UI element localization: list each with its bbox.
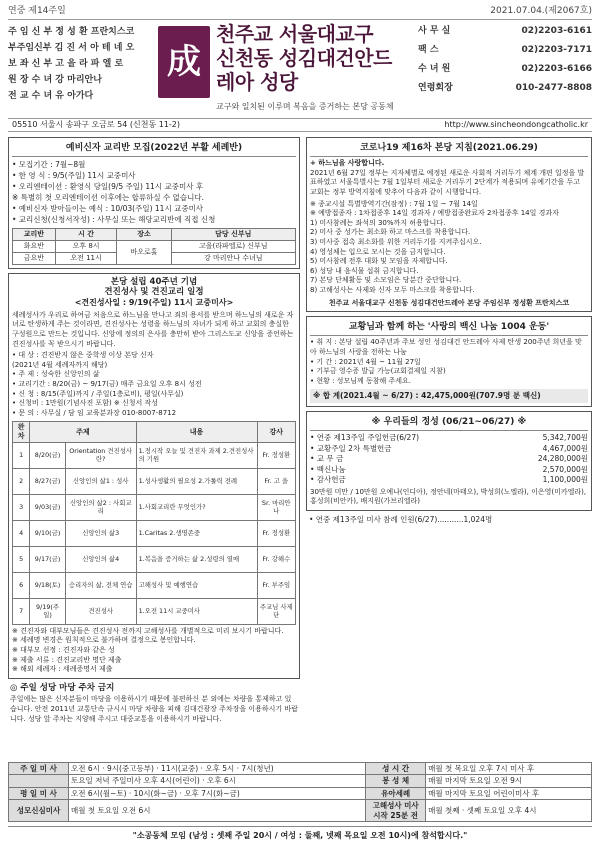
anniv-sub: 견진성사 및 견진교리 일정 [104, 287, 204, 298]
offering-list [310, 433, 588, 486]
share-item: • 기부금 영수증 발급 가능(교회결제일 지참) [310, 367, 446, 376]
table-row: 4 9/10(금) 신앙인의 삶3 1.Caritas 2.생명존중 Fr. 정성환 [13, 520, 296, 546]
anniv-item: • 신청비 : 1만원(기념사진 포함) ※ 신청서 작성 [12, 399, 159, 408]
table-header: 시 간 [55, 229, 117, 241]
catechumen-items [12, 159, 296, 225]
staff-line: 보 좌 신 부 고 을 라 파 엘 로 [8, 59, 124, 69]
confirmation-section [8, 273, 300, 679]
parish-logo-icon: 成 [158, 26, 210, 98]
issue-date: 2021.07.04.(제2067호) [490, 6, 592, 16]
covid-item: ※ 종교시설 특별방역기간(잠정) : 7월 1일 ~ 7월 14일 [310, 199, 478, 208]
header [8, 22, 592, 118]
table-row: 7 9/19(주일) 견진성사 1.오전 11시 교중미사 주교님 사제단 [13, 598, 296, 624]
covid-item: 4) 영성체는 입으로 모시는 것을 금지합니다. [310, 247, 446, 256]
offering-row: • 감사헌금 1,100,000원 [310, 475, 588, 484]
address-bar [8, 118, 592, 132]
staff-line: 부주임신부 김 진 서 아 테 네 오 [8, 43, 135, 53]
offering-row: • 연중 제13주일 주일헌금(6/27) 5,342,700원 [310, 433, 588, 442]
note-line: ※ 견진자와 대부모님들은 견진성사 전까지 고해성사를 개별적으로 미리 보시기 바랍니다. [12, 626, 284, 635]
anniv-item: (2021년 4월 세례자까지 해당) [12, 360, 108, 369]
anniv-item: • 대 상 : 견진받지 않은 중학생 이상 본당 신자 [12, 351, 154, 360]
anniv-item: • 주 제 : 성숙한 신앙인의 삶 [12, 370, 100, 379]
mass-times-table [8, 762, 592, 822]
anniv-text: 세례성사가 우리로 하여금 처음으로 하느님을 만나고 죄의 용서를 받으며 하느님의 새로운 자녀로 탄생하게 주는 것이라면, 견진성사는 성령을 하느님의 자녀가 되게 하고 교회의 충실한 구성원으로 만드는 것입니다. 신앙에 정의의 은사를 충만히 받아 그리스도교 신앙을 증언하는 견진성사를 꼭 받으시기 바랍니다. [12, 310, 294, 348]
catechumen-item: • 예비신자 받아들이는 예식 : 10/03(주일) 11시 교중미사 [12, 204, 204, 214]
anniv-item: • 신 청 : 8/15(주일)까지 / 주일(1층로비), 평일(사무실) [12, 389, 184, 398]
vaccine-share-title: 교황님과 함께 하는 '사랑의 백신 나눔 1004 운동' [310, 320, 588, 336]
catechumen-item: • 오리엔테이션 : 환영식 당일(9/5 주일) 11시 교중미사 후 [12, 182, 204, 192]
contact-fax: 팩 스 02)2203-7171 [418, 45, 592, 55]
covid-item: 8) 고해성사는 사제와 신자 모두 마스크를 착용합니다. [310, 285, 475, 294]
covid-item: 1) 미사참례는 좌석의 30%까지 허용합니다. [310, 218, 446, 227]
contacts [404, 22, 592, 118]
covid-text: 2021년 6월 27일 정부는 지자체별로 예정된 새로운 사회적 거리두기 체계 개편 일정을 발표하였고 서울특별시는 7월 1일부터 새로운 거리두기 2단계가 적용되며 유예기간을 두고 교회는 정부 방역지침에 맞추어 다음과 같이 시행합니다. [310, 168, 585, 197]
title-box [216, 22, 404, 118]
vaccine-share-section [306, 316, 592, 407]
table-row: 화요반 오후 8시 바오로홀 고을(라파엘로) 신부님 [13, 241, 296, 253]
covid-item: 7) 본당 단체활동 및 소모임은 당분간 중단합니다. [310, 276, 462, 285]
table-row: 성모신심미사 매월 첫 토요일 오전 6시 고해성사 미사 시작 25분 전 매월 첫째 · 셋째 토요일 오후 4시 [9, 800, 592, 822]
anniv-item: • 교리기간 : 8/20(금) ~ 9/17(금) 매주 금요일 오후 8시 성전 [12, 379, 202, 388]
catechumen-table [12, 228, 296, 264]
offering-section [306, 411, 592, 511]
table-header: 내용 [136, 422, 257, 443]
catechumen-title: 예비신자 교리반 모집(2022년 부활 세례반) [12, 141, 296, 157]
share-item: • 현황 : 성모님께 동참해 주세요. [310, 376, 411, 385]
offering-row: • 교황주일 2차 특별헌금 4,467,000원 [310, 443, 588, 453]
note-line: ※ 해외 세례자 : 세례증명서 제출 [12, 665, 113, 674]
staff-line: 주 임 신 부 정 성 환 프란치스코 [8, 27, 135, 37]
tagline: 교구와 일치된 이루며 복음을 증거하는 본당 공동체 [216, 102, 394, 111]
table-row: 토요일 저녁 주일미사 오후 4시(어린이) · 오후 6시 봉 성 체 매월 마지막 토요일 오전 9시 [9, 775, 592, 787]
diocese-title: 천주교 서울대교구 [216, 22, 374, 46]
anniv-items [12, 351, 296, 418]
covid-title: 코로나19 제16차 본당 지침(2021.06.29) [310, 141, 588, 157]
table-header: 강사 [257, 422, 295, 443]
covid-section [306, 137, 592, 312]
offering-row: • 백신나눔 2,570,000원 [310, 464, 588, 474]
covid-item: 2) 미사 중 성가는 최소화 하고 마스크를 착용합니다. [310, 228, 471, 237]
note-line: ※ 세례명 변경은 원칙적으로 불가하며 결정으로 봉인합니다. [12, 636, 196, 645]
staff-list [8, 22, 158, 118]
table-header: 담당 신부님 [171, 229, 295, 241]
table-row: 5 9/17(금) 신앙인의 삶4 1.복음을 증거하는 삶 2.성령의 열매 Fr. 강해수 [13, 546, 296, 572]
table-row: 평 일 미 사 오전 6시(월~토) · 10시(화~금) · 오후 7시(화~금) 유아세례 매월 마지막 토요일 어린이미사 후 [9, 787, 592, 799]
issue-week: 연중 제14주일 [8, 6, 66, 16]
address: 05510 서울시 송파구 오금로 54 (신천동 11-2) [12, 120, 181, 129]
table-header: 주제 [30, 422, 136, 443]
confirmation-schedule-table [12, 421, 296, 625]
anniv-title: 본당 설립 40주년 기념 [110, 276, 198, 287]
covid-item: ※ 예방접종자 : 1차접종후 14일 경과자 / 예방접종완료자 2차접종후 14일 경과자 [310, 209, 559, 218]
covid-items [310, 200, 588, 296]
table-header: 완차 [13, 422, 30, 443]
covid-item: 6) 성당 내 음식물 섭취 금지합니다. [310, 266, 419, 275]
table-row: 3 9/03(금) 신앙인의 삶2 : 사회교리 1.사회교리란 무엇인가? Sr. 마리안나 [13, 494, 296, 520]
staff-line: 원 장 수 녀 강 마리안나 [8, 75, 102, 85]
note-line: ※ 대부모 선정 : 견진자와 같은 성 [12, 645, 115, 654]
table-header: 장소 [117, 229, 171, 241]
table-row: 금요반 오전 11시 강 마리안나 수녀님 [13, 252, 296, 264]
contact-funeral: 연령회장 010-2477-8808 [418, 83, 592, 93]
catechumen-item: • 한 영 식 : 9/5(주일) 11시 교중미사 [12, 171, 136, 181]
anniv-item: • 문 의 : 사무실 / 담 임 교육분과장 010-8007-8712 [12, 408, 177, 417]
table-row: 2 8/27(금) 신앙인의 삶1 : 성사 1.성사생활의 필요성 2.가톨릭 전례 Fr. 고 을 [13, 468, 296, 494]
table-header: 교리반 [13, 229, 56, 241]
table-row: 6 9/18(토) 승리자의 삶, 전체 연습 고해성사 및 예행연습 Fr. 부주임 [13, 572, 296, 598]
parking-title: ◎ 주일 성당 마당 주차 금지 [10, 682, 115, 693]
covid-item: 5) 미사참례 전후 대화 및 모임을 자제합니다. [310, 257, 448, 266]
covid-intro: + 하느님을 사랑합니다. [310, 159, 385, 168]
offering-note: 30만원 미만 / 10만원 오예나(인디아), 정안네(마태오), 박성희(노엘라), 이은영(미카엘라), 홍성희(비안카), 배지원(가브리엘라) [310, 487, 587, 506]
contact-convent: 수 녀 원 02)2203-6166 [418, 64, 592, 74]
right-column [306, 137, 592, 525]
catechumen-item: • 교리신청(신청서작성) : 사무실 또는 해당교리반에 직접 신청 [12, 215, 216, 225]
catechumen-item: ※ 특별히 첫 오리엔테이션 이후에는 합류하실 수 없습니다. [12, 193, 204, 203]
parking-section [8, 683, 300, 724]
covid-item: 3) 미사중 접촉 최소화를 위한 거리두기를 지켜주십시오. [310, 238, 482, 246]
left-column [8, 137, 300, 724]
share-item: • 기 간 : 2021년 4월 ~ 11월 27일 [310, 357, 421, 366]
top-line [8, 6, 592, 20]
footer-note: "소공동체 모임 (남성 : 셋째 주일 20시 / 여성 : 둘째, 넷째 목요일 오전 10시)에 참석합시다." [8, 826, 592, 841]
contact-office: 사 무 실 02)2203-6161 [418, 26, 592, 36]
offering-row: • 교 무 금 24,280,000원 [310, 454, 588, 463]
covid-closing: 천주교 서울대교구 신천동 성김대건안드레아 본당 주임신부 정성환 프란치스코 [328, 298, 570, 307]
vaccine-share-items [310, 338, 588, 386]
share-item: • 취 지 : 본당 설립 40주년과 주보 성인 성김대건 안드레아 사제 탄생 200주년 희년을 맞아 하느님의 사랑을 전하는 나눔 [310, 338, 582, 356]
table-row: 주 일 미 사 오전 6시 · 9시(중고등부) · 11시(교중) · 오후 5시 · 7시(청년) 성 시 간 매월 첫 목요일 오후 7시 미사 후 [9, 763, 592, 775]
table-row: 1 8/20(금) Orientation 견진성사란? 1.정시작 오늘 및 견진자 과제 2.견진성사의 기원 Fr. 정성환 [13, 442, 296, 468]
parking-text: 주일에는 많은 신자분들이 마당을 이용하시기 때문에 불편하신 분 외에는 차량을 통제하고 있습니다. 안전 2011년 교통단속 규시시 마당 차량을 피해 김대건광장 주차장을 이용하시기 바랍니다. 성당 앞 주차는 지양해 주시고 대중교통을 이용하시기 바랍니다. [10, 695, 298, 723]
vaccine-share-total: ※ 합 계(2021.4월 ~ 6/27) : 42,475,000원(707.9명 분 백신) [310, 389, 588, 402]
staff-line: 전 교 수 녀 유 아가다 [8, 91, 94, 101]
anniv-notes [12, 627, 296, 675]
offering-title: ※ 우리들의 정성 (06/21~06/27) ※ [310, 415, 588, 431]
anniv-date: <견진성사일 : 9/19(주일) 11시 교중미사> [74, 297, 234, 307]
parish-title: 신천동 성김대건안드레아 성당 [216, 46, 392, 94]
website-link[interactable]: http://www.sincheondongcatholic.kr [444, 120, 588, 129]
catechumen-section [8, 137, 300, 269]
attendance: • 연중 제13주일 미사 참례 인원(6/27)...........1,024명 [309, 514, 493, 524]
note-line: ※ 제출 서류 : 견진교리반 명단 제출 [12, 655, 122, 664]
catechumen-item: • 모집기간 : 7월~8월 [12, 160, 86, 170]
